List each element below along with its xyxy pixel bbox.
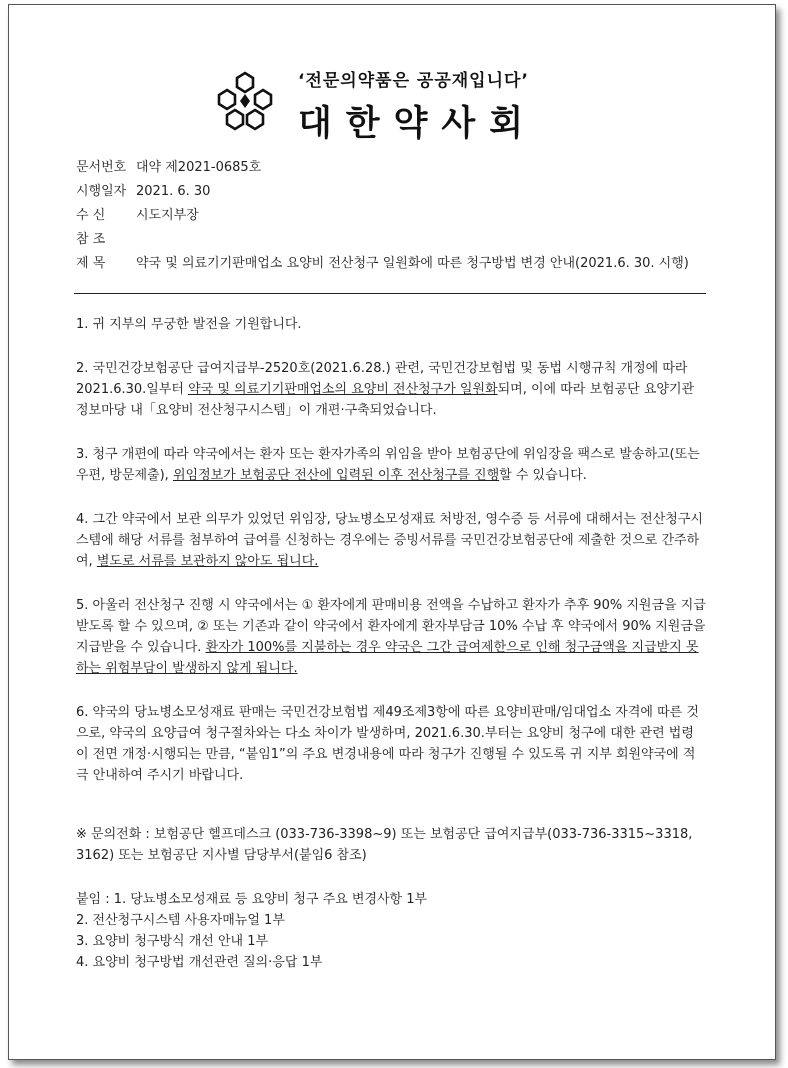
attachment-item: 4. 요양비 청구방법 개선관련 질의·응답 1부 <box>76 955 323 970</box>
meta-value: 대약 제2021-0685호 <box>136 160 262 175</box>
meta-row-reference <box>76 228 706 252</box>
paragraph-5 <box>76 595 706 679</box>
meta-key: 문서번호 <box>76 160 127 175</box>
attachment-item: 2. 전산청구시스템 사용자매뉴얼 1부 <box>76 913 285 928</box>
attachments-list <box>76 889 706 973</box>
underlined-text: 별도로 서류를 보관하지 않아도 됩니다. <box>96 554 319 569</box>
paragraph-3 <box>76 444 706 486</box>
meta-row-recipient <box>76 204 706 228</box>
header-divider <box>74 293 706 294</box>
paragraph-1: 1. 귀 지부의 무궁한 발전을 기원합니다. <box>76 317 302 332</box>
meta-value: 약국 및 의료기기판매업소 요양비 전산청구 일원화에 따른 청구방법 변경 안내(2021.6. 30. 시행) <box>136 256 689 271</box>
paragraph-text: 4. 그간 약국에서 보관 의무가 있었던 위임장, 당뇨병소모성재료 처방전, 영수증 등 서류에 대해서는 전산청구시스템에 해당 서류를 첨부하여 급여를 신청하는 경우에는 증빙서류를 국민건강보험공단에 제출한 것으로 간주하여, <box>76 512 703 569</box>
underlined-text: 환자가 100%를 지불하는 경우 약국은 그간 급여제한으로 인해 청구금액을 지급받지 못하는 위험부담이 발생하지 않게 됩니다. <box>76 640 699 676</box>
meta-row-doc-number <box>76 156 706 180</box>
paragraph-text: 5. 아울러 전산청구 진행 시 약국에서는 ① 환자에게 판매비용 전액을 수납하고 환자가 추후 90% 지원금을 지급받도록 할 수 있으며, ② 또는 기존과 같이 약국에서 환자에게 환자부담금 10% 수납 후 약국에서 90% 지원금을 지급받을 수 있습니다. <box>76 598 706 655</box>
paragraph-2 <box>76 358 706 421</box>
meta-key: 제 목 <box>76 256 106 271</box>
document-meta <box>76 156 706 276</box>
meta-value: 2021. 6. 30 <box>136 184 211 199</box>
attachment-item: 3. 요양비 청구방식 개선 안내 1부 <box>76 934 269 949</box>
kpa-logo-icon <box>214 70 276 136</box>
paragraph-4 <box>76 509 706 572</box>
underlined-text: 위임정보가 보험공단 전산에 입력된 이후 전산청구를 진행 <box>172 468 500 483</box>
paragraph-text: 2. 국민건강보험공단 급여지급부-2520호(2021.6.28.) 관련, 국민건강보험법 및 동법 시행규칙 개정에 따라 2021.6.30.일부터 <box>76 361 688 397</box>
meta-value <box>136 228 706 252</box>
meta-row-date <box>76 180 706 204</box>
document-body <box>76 314 706 973</box>
paragraph-6: 6. 약국의 당뇨병소모성재료 판매는 국민건강보험법 제49조제3항에 따른 요양비판매/임대업소 자격에 따른 것으로, 약국의 요양급여 청구절차와는 다소 차이가 발생하며, 2021.6.30.부터는 요양비 청구에 대한 관련 법령이 전면 개정·시행되는 만큼, “붙임1”의 주요 변경내용에 따라 청구가 진행될 수 있도록 귀 지부 회원약국에 적극 안내하여 주시기 바랍니다. <box>76 705 699 783</box>
slogan: ‘전문의약품은 공공재입니다’ <box>298 71 529 91</box>
meta-row-subject <box>76 252 706 276</box>
paragraph-text: 되며, 이에 따라 보험공단 요양기관정보마당 내「요양비 전산청구시스템」이 개편·구축되었습니다. <box>76 382 695 418</box>
underlined-text: 약국 및 의료기기판매업소의 요양비 전산청구가 일원화 <box>188 382 498 397</box>
attachment-item: 붙임 : 1. 당뇨병소모성재료 등 요양비 청구 주요 변경사항 1부 <box>76 892 428 907</box>
meta-key: 시행일자 <box>76 184 127 199</box>
meta-key: 수 신 <box>76 208 106 223</box>
meta-key: 참 조 <box>76 232 106 247</box>
meta-value: 시도지부장 <box>136 208 199 223</box>
contact-info: ※ 문의전화 : 보험공단 헬프데스크 (033-736-3398~9) 또는 보험공단 급여지급부(033-736-3315~3318, 3162) 또는 보험공단 지사별 담당부서(붙임6 참조) <box>76 827 693 863</box>
paragraph-text: 3. 청구 개편에 따라 약국에서는 환자 또는 환자가족의 위임을 받아 보험공단에 위임장을 팩스로 발송하고(또는 우편, 방문제출), <box>76 447 700 483</box>
organization-name: 대한약사회 <box>298 104 538 144</box>
paragraph-text: 할 수 있습니다. <box>499 468 587 483</box>
